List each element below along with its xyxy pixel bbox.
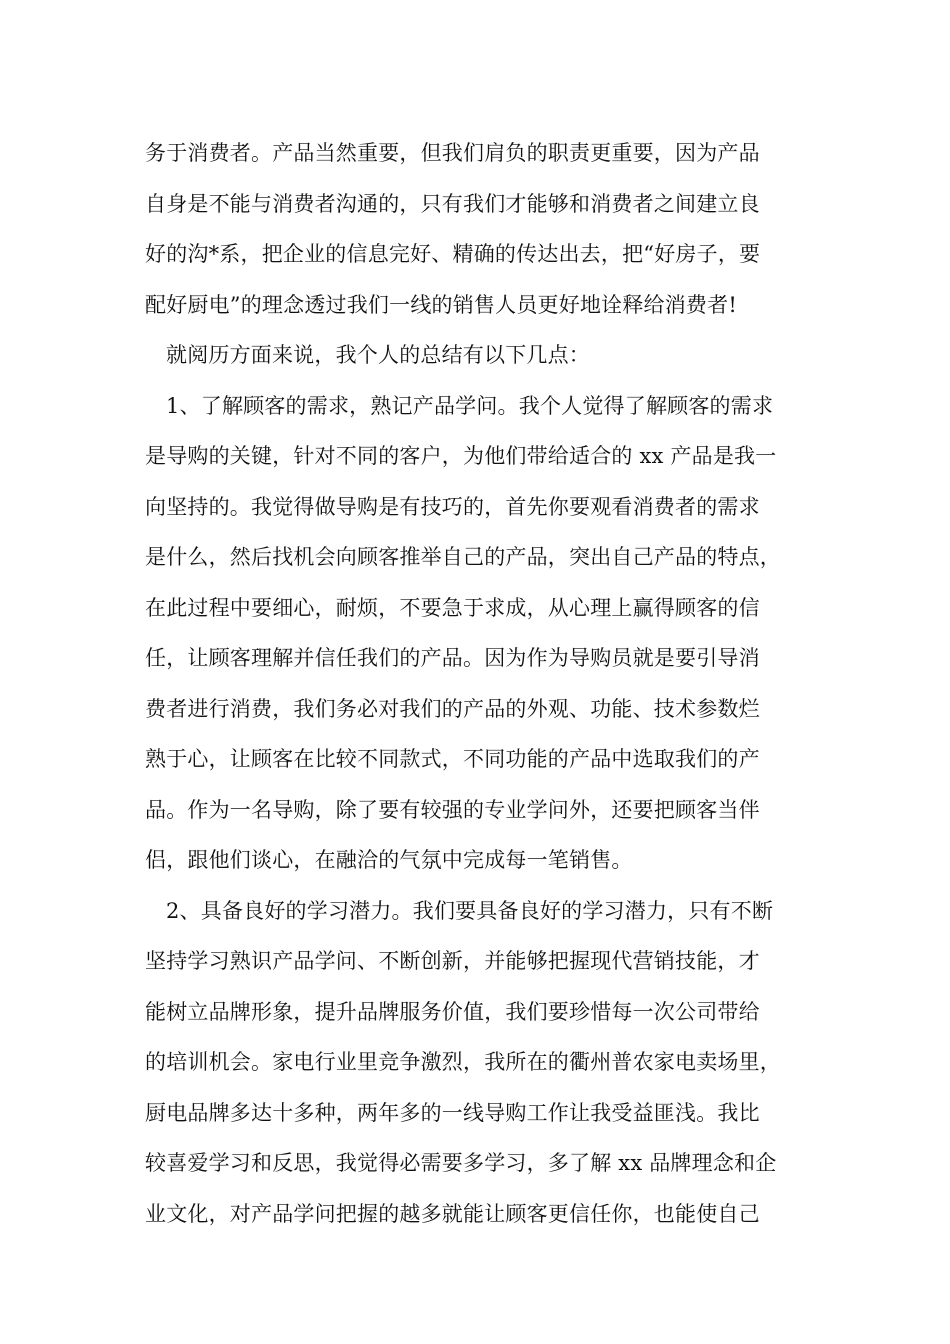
text-line: 业文化，对产品学问把握的越多就能让顾客更信任你，也能使自己 [145,1201,760,1226]
text-line: 熟于心，让顾客在比较不同款式，不同功能的产品中选取我们的产 [145,747,760,771]
text-line: 在此过程中要细心，耐烦，不要急于求成，从心理上赢得顾客的信 [145,595,760,620]
text-line: 能树立品牌形象，提升品牌服务价值，我们要珍惜每一次公司带给 [145,999,760,1024]
text-line: 2、具备良好的学习潜力。我们要具备良好的学习潜力，只有不断 [166,898,774,923]
text-line: 自身是不能与消费者沟通的，只有我们才能够和消费者之间建立良 [145,191,760,216]
text-line: 配好厨电”的理念透过我们一线的销售人员更好地诠释给消费者! [145,292,737,317]
text-line: 费者进行消费，我们务必对我们的产品的外观、功能、技术参数烂 [145,696,760,721]
text-line: 是什么，然后找机会向顾客推举自己的产品，突出自己产品的特点， [145,545,781,569]
text-line: 是导购的关键，针对不同的客户，为他们带给适合的 xx 产品是我一 [145,444,777,468]
text-line: 1、了解顾客的需求，熟记产品学问。我个人觉得了解顾客的需求 [166,393,774,418]
text-line: 坚持学习熟识产品学问、不断创新，并能够把握现代营销技能，才 [145,949,760,973]
text-line: 厨电品牌多达十多种，两年多的一线导购工作让我受益匪浅。我比 [145,1100,760,1125]
text-line: 品。作为一名导购，除了要有较强的专业学问外，还要把顾客当伴 [145,797,760,822]
text-line: 侣，跟他们谈心，在融洽的气氛中完成每一笔销售。 [145,848,633,872]
text-line: 务于消费者。产品当然重要，但我们肩负的职责更重要，因为产品 [145,141,760,165]
text-line: 好的沟*系，把企业的信息完好、精确的传达出去，把“好房子，要 [145,242,761,266]
text-line: 较喜爱学习和反思，我觉得必需要多学习，多了解 xx 品牌理念和企 [145,1151,777,1175]
text-line: 就阅历方面来说，我个人的总结有以下几点： [166,343,590,367]
text-line: 的培训机会。家电行业里竞争激烈，我所在的衢州普农家电卖场里， [145,1050,781,1074]
text-line: 任，让顾客理解并信任我们的产品。因为作为导购员就是要引导消 [145,646,760,670]
body-text [145,128,809,1239]
text-line: 向坚持的。我觉得做导购是有技巧的，首先你要观看消费者的需求 [145,494,760,519]
